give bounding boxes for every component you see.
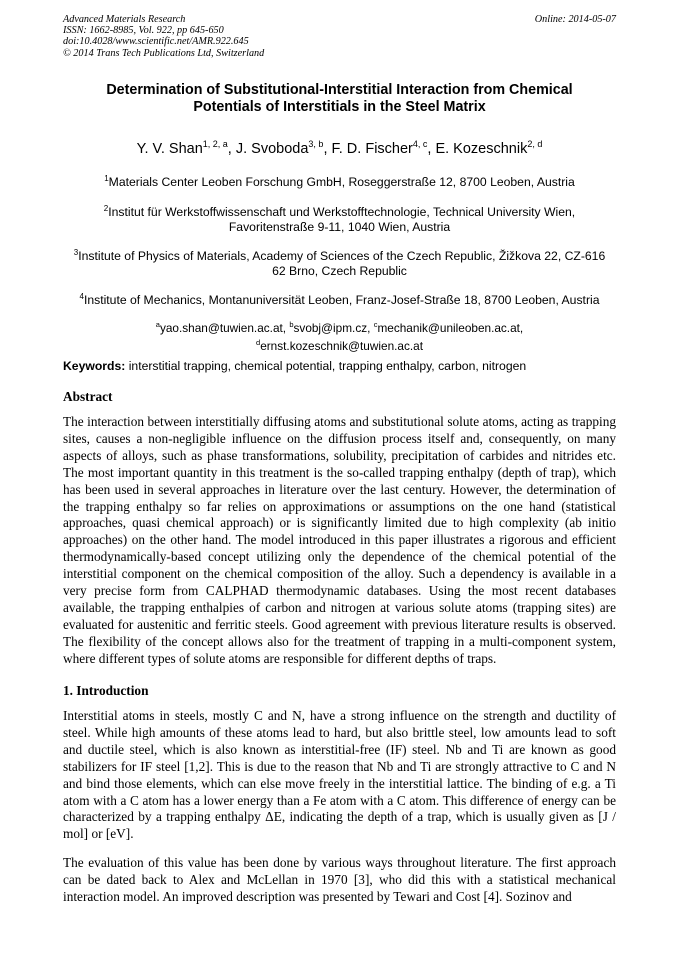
introduction-paragraph-2: The evaluation of this value has been done by various ways throughout literature. The first approach can be dated back to Alex and McLellan in 1970 [3], who did this with a statistical mechanical interaction model. An improved description was presented by Tewari and Cost [4]. Sozinov and <box>63 855 616 904</box>
keywords-text: interstitial trapping, chemical potential, trapping enthalpy, carbon, nitrogen <box>128 359 527 373</box>
author-list: Y. V. Shan$^{1, 2, a}$, J. Svoboda$^{3, b}$, F. D. Fischer$^{4, c}$, E. Kozeschnik$^{2, d}$ <box>136 139 543 157</box>
author-name: Y. V. Shan <box>136 140 203 157</box>
affiliation-marker: 1 <box>104 174 109 183</box>
affiliation-marker: 3 <box>73 248 79 257</box>
affiliation-2 <box>63 202 616 234</box>
paper-title <box>63 82 616 116</box>
email-link[interactable]: svobj@ipm.cz <box>293 320 368 335</box>
author-affiliation-marker: 2, d <box>527 139 543 149</box>
author-name: J. Svoboda <box>235 140 309 157</box>
journal-header <box>63 14 616 59</box>
title-line-2: Potentials of Interstitials in the Steel Matrix <box>193 99 486 115</box>
abstract-heading: Abstract <box>63 389 113 404</box>
online-date: Online: 2014-05-07 <box>534 14 616 25</box>
affiliation-text-line-2: Favoritenstraße 9-11, 1040 Wien, Austria <box>228 219 451 234</box>
affiliation-text-line-2: 62 Brno, Czech Republic <box>272 263 407 278</box>
author-affiliation-marker: 4, c <box>412 139 428 149</box>
affiliation-text: Institut für Werkstoffwissenschaft und Werkstofftechnologie, Technical University Wien, <box>108 205 576 220</box>
doi-line: doi:10.4028/www.scientific.net/AMR.922.645 <box>63 36 249 48</box>
affiliation-text: Institute of Physics of Materials, Academy of Sciences of the Czech Republic, Žižkova 22, CZ-616 <box>78 249 606 264</box>
author-name: F. D. Fischer <box>331 140 413 157</box>
author-affiliation-marker: 1, 2, a <box>202 139 228 149</box>
affiliation-marker: 4 <box>79 292 84 301</box>
author-name: E. Kozeschnik <box>435 140 528 157</box>
copyright-line: © 2014 Trans Tech Publications Ltd, Switzerland <box>63 47 265 59</box>
introduction-paragraph-1: Interstitial atoms in steels, mostly C and N, have a strong influence on the strength and ductility of steel. While high amounts of these atoms lead to hard, but also brittle steel, low amounts lead to soft and ductile steel, which is also known as interstitial-free (IF) steel. Nb and Ti are known as good stabilizers for IF steel [1,2]. This is due to the reason that Nb and Ti are strongly attractive to C and N and bind those elements, which can else move freely in the interstitial lattice. The binding of e.g. a Ti atom with a C atom has a lower energy than a Fe atom with a C atom. This difference of energy can be characterized by a trapping enthalpy ΔE, indicating the depth of a trap, which is usually given as [J / mol] or [eV]. <box>63 708 616 842</box>
author-affiliation-marker: 3, b <box>308 139 324 149</box>
email-link[interactable]: mechanik@unileoben.ac.at <box>377 320 520 335</box>
journal-name: Advanced Materials Research <box>63 14 186 25</box>
affiliation-marker: 2 <box>103 204 109 213</box>
abstract-text: The interaction between interstitially diffusing atoms and substitutional solute atoms, acting as trapping sites, causes a non-negligible influence on the diffusion process itself and, consequently, on many aspects of alloys, such as phase transformations, solubility, precipitation of carbides and nitrides etc. The most important quantity in this treatment is the so-called trapping enthalpy (depth of trap), which has been used in several approaches in literature over the last century. However, the determination of the trapping enthalpy so far relies on approximations or assumptions on the one hand (statistical approaches, quasi chemical approach) or is significantly limited due to high complexity (ab initio approaches) on the other hand. The model introduced in this paper illustrates a rigorous and efficient thermodynamically-based concept utilizing only the dependence of the chemical potential of the interstitial component on the chemical composition of the alloy. Such a dependency is available in a very precise form from CALPHAD thermodynamic databases. Using the most recent databases available, the trapping enthalpies of carbon and nitrogen at various solute atoms (trapping sites) are evaluated for austenitic and ferritic steels. Good agreement with previous literature results is observed. The flexibility of the concept allows also for the treatment of trapping in a multi-component system, where different types of solute atoms are responsible for different depths of traps. <box>63 414 616 666</box>
email-marker: b <box>289 320 294 329</box>
affiliation-3 <box>63 246 616 278</box>
email-marker: c <box>373 320 378 329</box>
keywords <box>63 359 616 374</box>
affiliation-1 <box>63 172 616 190</box>
email-marker: a <box>155 320 160 329</box>
affiliation-text: Materials Center Leoben Forschung GmbH, Roseggerstraße 12, 8700 Leoben, Austria <box>108 175 575 190</box>
email-link[interactable]: yao.shan@tuwien.ac.at <box>159 320 283 335</box>
email-link[interactable]: ernst.kozeschnik@tuwien.ac.at <box>260 338 423 353</box>
email-marker: d <box>256 337 261 347</box>
issn-line: ISSN: 1662-8985, Vol. 922, pp 645-650 <box>63 25 224 37</box>
title-line-1: Determination of Substitutional-Interstitial Interaction from Chemical <box>106 82 573 98</box>
keywords-label: Keywords: <box>63 359 126 373</box>
contact-emails: $^a$yao.shan@tuwien.ac.at, $^b$svobj@ipm.cz, $^c$mechanik@unileoben.ac.at, $^d$ernst.kozeschnik@tuwien.ac.at <box>155 320 524 353</box>
affiliation-text: Institute of Mechanics, Montanuniversität Leoben, Franz-Josef-Straße 18, 8700 Leoben, Austria <box>83 293 600 308</box>
affiliation-4 <box>63 290 616 308</box>
introduction-heading: 1. Introduction <box>63 683 149 698</box>
